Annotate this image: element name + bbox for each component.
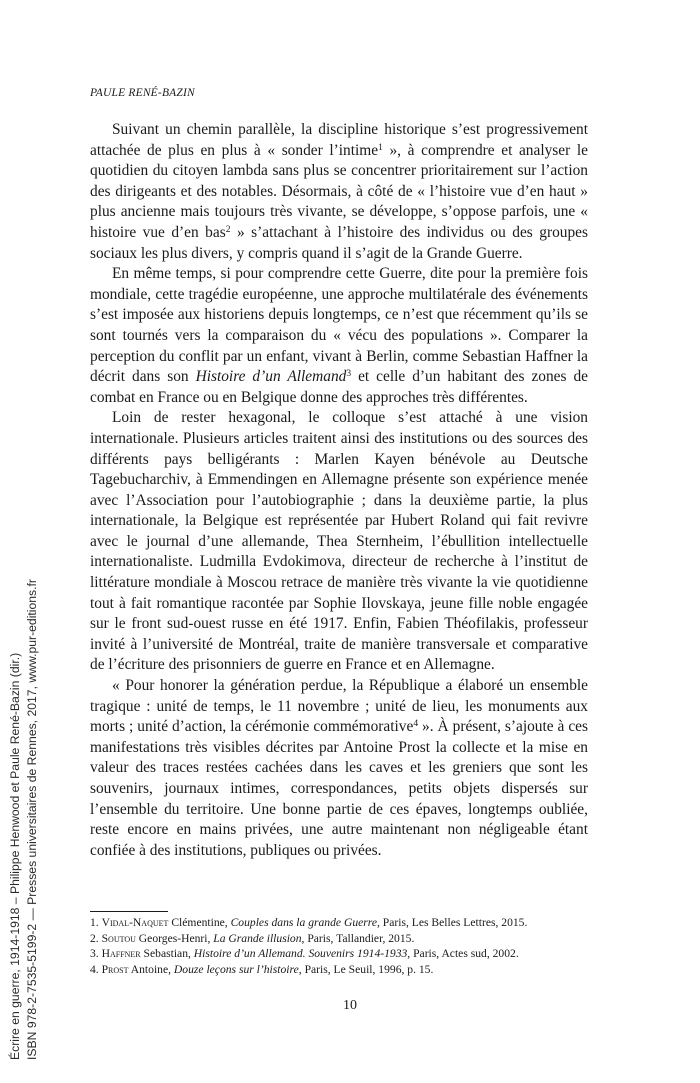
side-credit-line-2: ISBN 978-2-7535-5199-2 — Presses universitaires de Rennes, 2017, www.pur-editions.fr xyxy=(25,579,39,1060)
footnote-author: Haffner xyxy=(101,947,141,961)
footnote-author: Soutou xyxy=(101,931,136,945)
paragraph-3: Loin de rester hexagonal, le colloque s’est attaché à une vision internationale. Plusieurs articles traitent ainsi des institutions ou des sources des différents pays belligérants : Marlen Kayen bénévole au Deutsche Tagebucharchiv, à Emmendingen en Allemagne présente son expérience menée avec l’Association pour l’autobiographie ; dans la deuxième partie, la plus internationale, la Belgique est représentée par Hubert Roland qui fait revivre avec le journal d’une allemande, Thea Sternheim, l’ébullition intellectuelle internationaliste. Ludmilla Evdokimova, directeur de recherche à l’institut de littérature mondiale à Moscou retrace de manière très vivante la vie quotidienne tout à fait romantique racontée par Sophie Ilovskaya, jeune fille noble engagée sur le front sud-ouest russe en été 1917. Enfin, Fabien Théofilakis, professeur invité à l’université de Montréal, traite de manière transversale et comparative de l’écriture des prisonniers de guerre en France et en Allemagne. xyxy=(90,409,588,674)
footnote-author: Prost xyxy=(101,962,129,976)
footnote-author-rest: Sebastian, xyxy=(140,947,194,961)
footnote-ref-4: 4 xyxy=(413,717,419,729)
footnote-publisher: , Paris, Actes sud, 2002. xyxy=(407,947,519,961)
footnote-author-rest: Georges-Henri, xyxy=(135,931,214,945)
footnote-3 xyxy=(90,946,588,962)
paragraph-1-text-c: » s’attachant à l’histoire des individus ou des groupes sociaux les plus divers, y compris quand il s’agit de la Grande Guerre. xyxy=(90,223,588,262)
paragraph-1 xyxy=(90,120,588,264)
running-header: PAULE RENÉ-BAZIN xyxy=(90,87,195,99)
footnote-title: La Grande illusion xyxy=(213,931,302,945)
footnotes xyxy=(90,915,588,977)
paragraph-1-text-b: », à comprendre et analyser le quotidien du citoyen lambda sans plus se concentrer prioritairement sur l’action des dirigeants et des notables. Désormais, à côté de « l’histoire vue d’en haut » plus ancienne mais toujours très vivante, se développe, s’oppose parfois, une « histoire vue d’en bas xyxy=(90,141,588,241)
footnote-number: 4. xyxy=(90,962,102,976)
paragraph-2-text-b: et celle d’un habitant des zones de combat en France ou en Belgique donne des approches très différentes. xyxy=(90,368,588,406)
footnote-ref-3: 3 xyxy=(346,367,352,379)
side-credit-line-1: Écrire en guerre, 1914-1918 – Philippe Henwood et Paule René-Bazin (dir.) xyxy=(8,652,22,1060)
footnote-ref-2: 2 xyxy=(225,223,231,235)
footnote-rule xyxy=(90,911,168,912)
footnote-1 xyxy=(90,915,588,931)
paragraph-2-text-a: En même temps, si pour comprendre cette Guerre, dite pour la première fois mondiale, cette tragédie européenne, une approche multilatérale des événements s’est imposée aux historiens depuis longtemps, ce n’est que récemment qu’ils se sont tournés vers la comparaison du « vécu des populations ». Comparer la perception du conflit par un enfant, vivant à Berlin, comme Sebastian Haffner la décrit dans son xyxy=(90,265,588,386)
footnote-ref-1: 1 xyxy=(378,141,383,153)
paragraph-1-text-a: Suivant un chemin parallèle, la discipline historique s’est progressivement attachée de plus en plus à « sonder l’intime xyxy=(90,121,588,159)
paragraph-4 xyxy=(90,676,588,861)
footnote-2 xyxy=(90,931,588,947)
paragraph-4-text-a: « Pour honorer la génération perdue, la République a élaboré un ensemble tragique : unité de temps, le 11 novembre ; unité de lieu, les monuments aux morts ; unité d’action, la cérémonie commémorative xyxy=(90,677,588,736)
side-credit xyxy=(7,180,41,1060)
footnote-title: Couples dans la grande Guerre xyxy=(230,916,377,929)
footnote-number: 1. xyxy=(90,916,102,929)
paragraph-4-text-b: ». À présent, s’ajoute à ces manifestations très visibles décrites par Antoine Prost la collecte et la mise en valeur des traces restées cachées dans les caves et les greniers que sont les souvenirs, journaux intimes, correspondances, petits objets dispersés sur l’ensemble du territoire. Une bonne partie de ces épaves, longtemps oubliée, reste encore en mains privées, une autre maintenant non négligeable étant confiée à des institutions, publiques ou privées. xyxy=(90,718,588,859)
book-title: Histoire d’un Allemand xyxy=(195,368,347,386)
footnote-4 xyxy=(90,962,588,978)
page-number: 10 xyxy=(343,998,357,1013)
footnote-number: 2. xyxy=(90,931,102,945)
footnote-publisher: , Paris, Tallandier, 2015. xyxy=(301,931,415,945)
paragraph-2 xyxy=(90,264,588,408)
footnote-title: Douze leçons sur l’histoire xyxy=(173,962,299,976)
footnote-author: Vidal-Naquet xyxy=(101,916,169,929)
footnote-author-rest: Clémentine, xyxy=(168,916,231,929)
footnote-publisher: , Paris, Les Belles Lettres, 2015. xyxy=(377,916,528,929)
body-text xyxy=(90,120,588,861)
footnote-number: 3. xyxy=(90,947,102,961)
footnote-title: Histoire d’un Allemand. Souvenirs 1914-1933 xyxy=(193,947,408,961)
footnote-author-rest: Antoine, xyxy=(128,962,174,976)
footnote-publisher: , Paris, Le Seuil, 1996, p. 15. xyxy=(298,962,434,976)
